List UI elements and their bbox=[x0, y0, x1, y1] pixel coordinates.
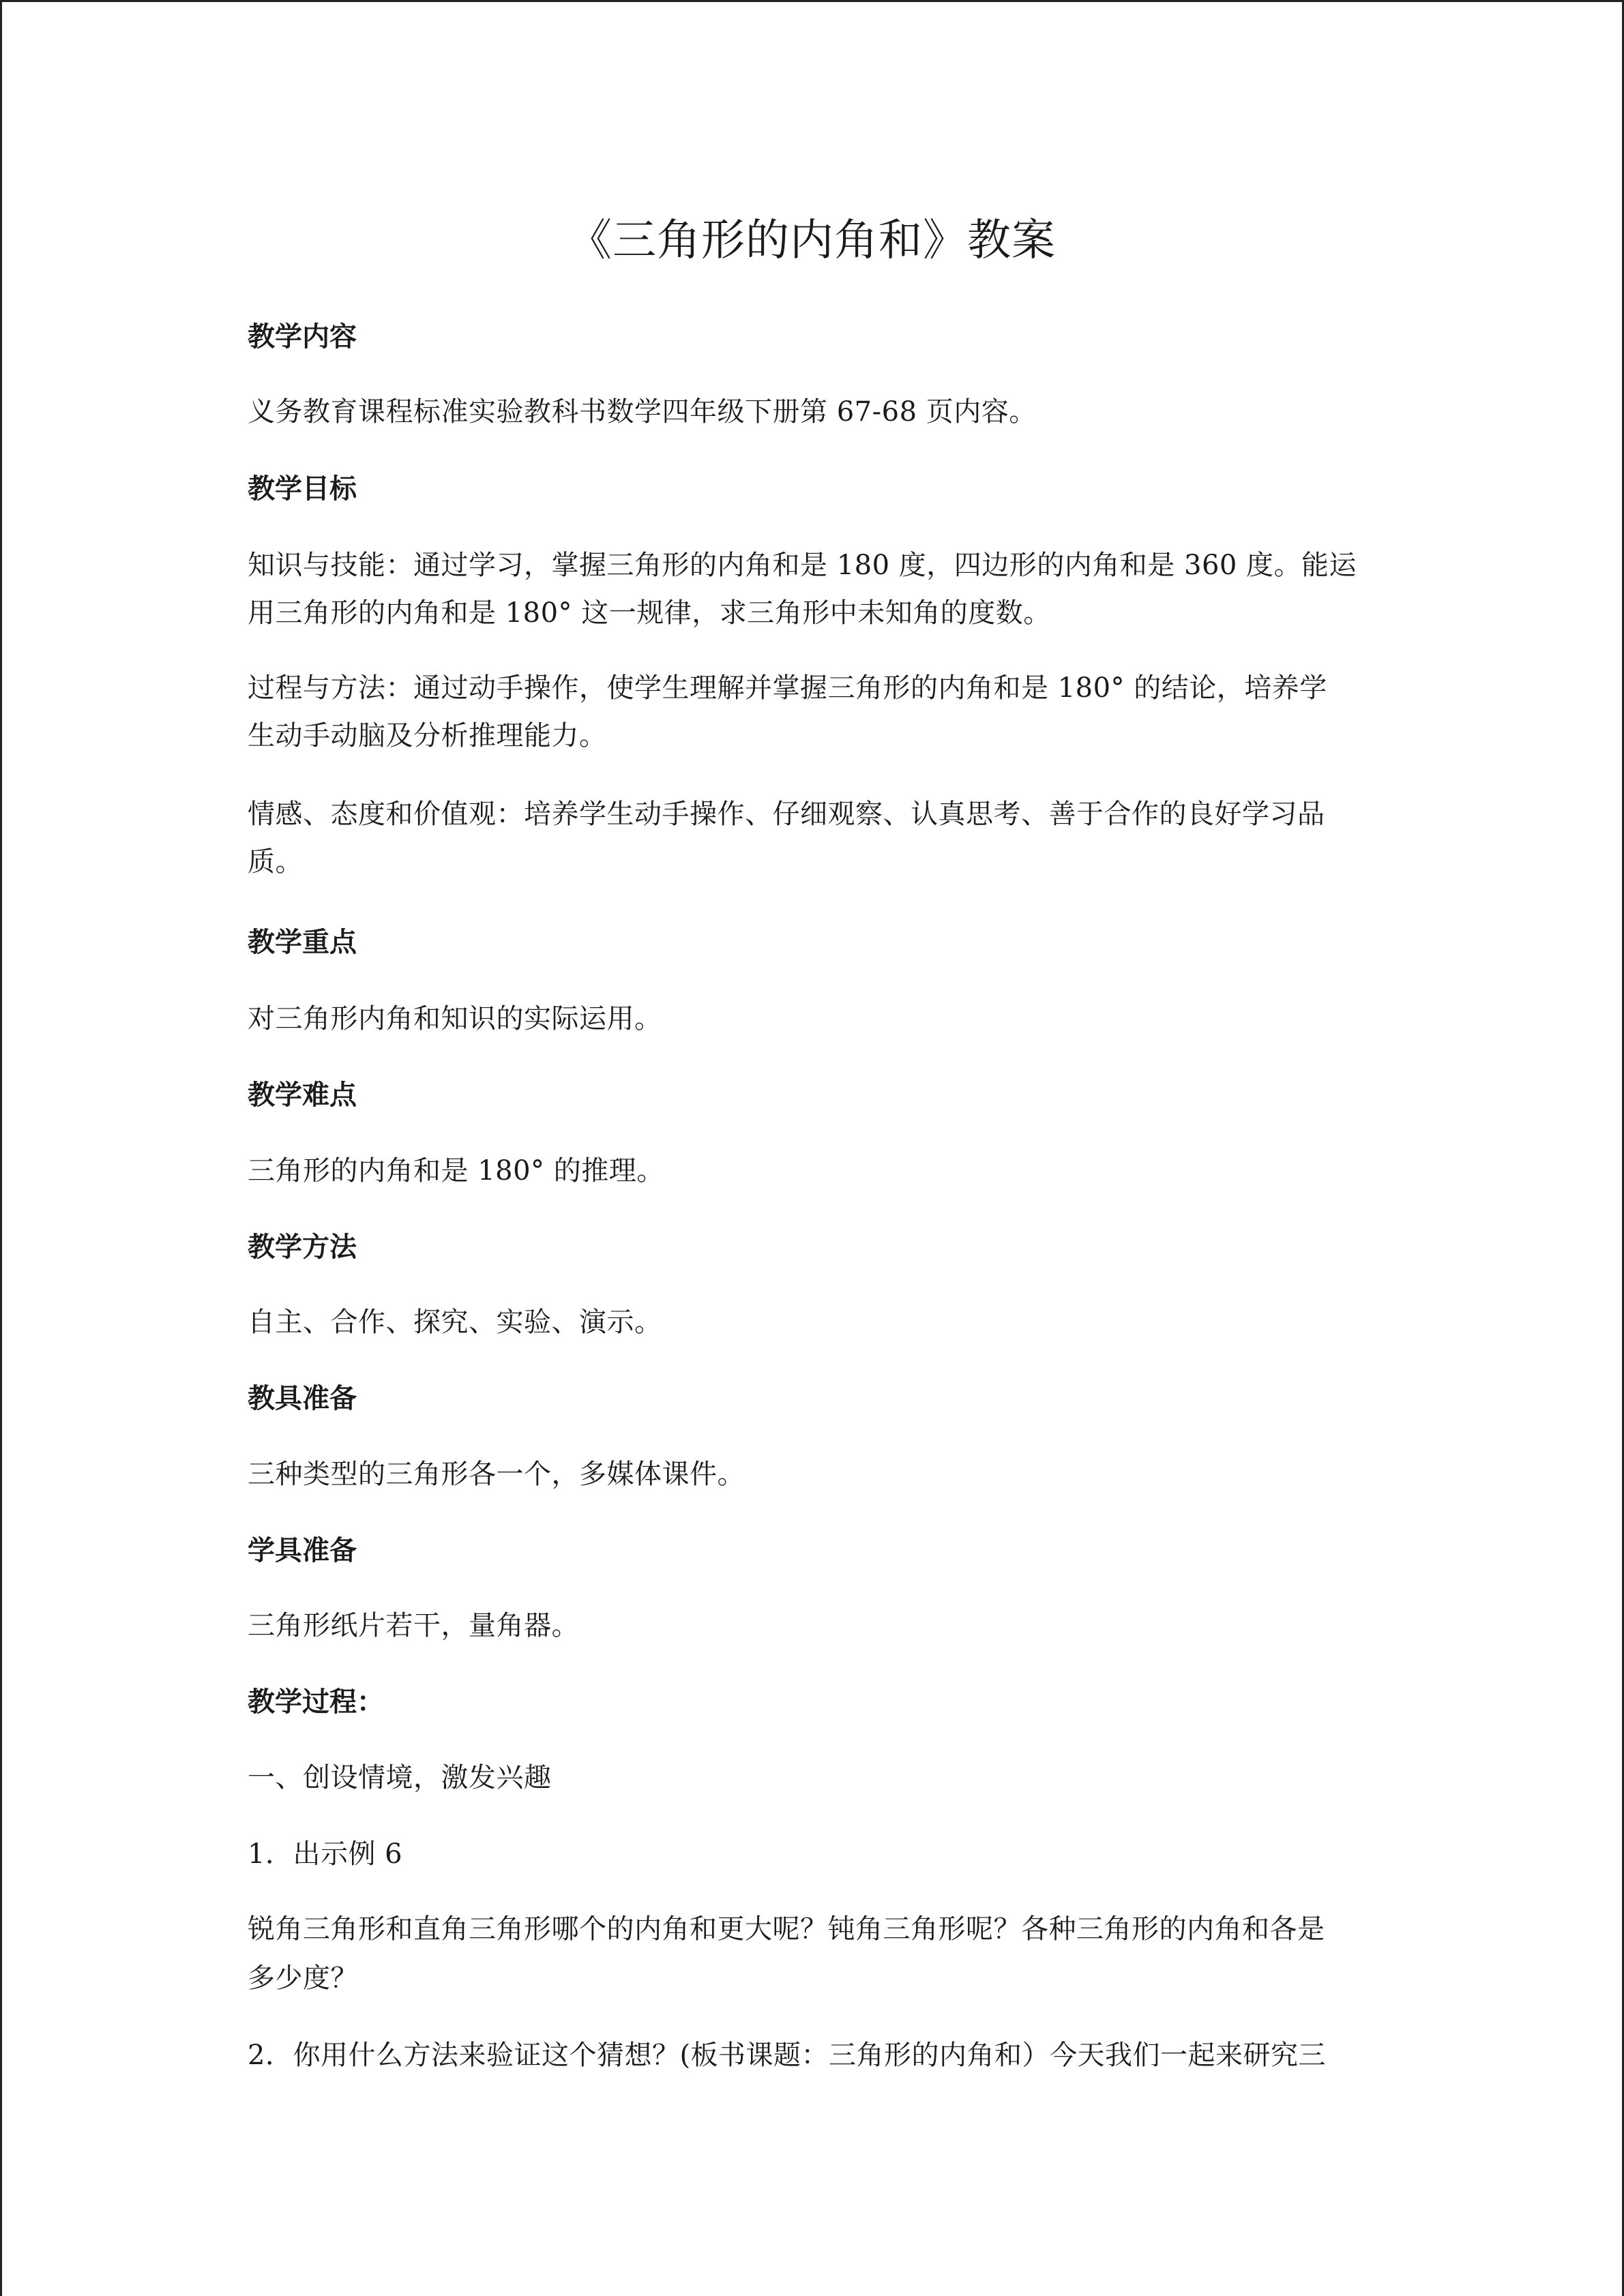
step1-item2: 2．你用什么方法来验证这个猜想？(板书课题：三角形的内角和）今天我们一起来研究三 bbox=[248, 2040, 1327, 2071]
section-heading-teacher-tools: 教具准备 bbox=[248, 1383, 357, 1414]
difficulty-text: 三角形的内角和是 180° 的推理。 bbox=[248, 1155, 664, 1187]
step1-question-line1: 锐角三角形和直角三角形哪个的内角和更大呢？钝角三角形呢？各种三角形的内角和各是 bbox=[248, 1913, 1325, 1945]
step1-item1: 1．出示例 6 bbox=[248, 1838, 403, 1870]
goal-process-line1: 过程与方法：通过动手操作，使学生理解并掌握三角形的内角和是 180° 的结论，培养学 bbox=[248, 672, 1327, 704]
document-title: 《三角形的内角和》教案 bbox=[568, 215, 1056, 266]
teacher-tools-text: 三种类型的三角形各一个，多媒体课件。 bbox=[248, 1459, 745, 1490]
section-heading-goals: 教学目标 bbox=[248, 473, 357, 505]
goal-attitude-line1: 情感、态度和价值观：培养学生动手操作、仔细观察、认真思考、善于合作的良好学习品 bbox=[248, 799, 1325, 830]
section-heading-difficulty: 教学难点 bbox=[248, 1079, 357, 1111]
step1-question-line2: 多少度？ bbox=[248, 1963, 358, 1994]
goal-process-line2: 生动手动脑及分析推理能力。 bbox=[248, 720, 607, 751]
section-heading-student-tools: 学具准备 bbox=[248, 1535, 357, 1566]
method-text: 自主、合作、探究、实验、演示。 bbox=[248, 1307, 662, 1338]
key-text: 对三角形内角和知识的实际运用。 bbox=[248, 1003, 662, 1034]
step1-heading: 一、创设情境，激发兴趣 bbox=[248, 1762, 552, 1793]
goal-knowledge-line1: 知识与技能：通过学习，掌握三角形的内角和是 180 度，四边形的内角和是 360 度。能运 bbox=[248, 550, 1357, 581]
section-heading-process: 教学过程： bbox=[248, 1686, 384, 1718]
section-heading-method: 教学方法 bbox=[248, 1232, 357, 1263]
content-text: 义务教育课程标准实验教科书数学四年级下册第 67-68 页内容。 bbox=[248, 396, 1037, 428]
goal-attitude-line2: 质。 bbox=[248, 846, 303, 878]
student-tools-text: 三角形纸片若干，量角器。 bbox=[248, 1610, 579, 1641]
goal-knowledge-line2: 用三角形的内角和是 180° 这一规律，求三角形中未知角的度数。 bbox=[248, 597, 1051, 629]
section-heading-content: 教学内容 bbox=[248, 321, 357, 353]
section-heading-key: 教学重点 bbox=[248, 927, 357, 958]
